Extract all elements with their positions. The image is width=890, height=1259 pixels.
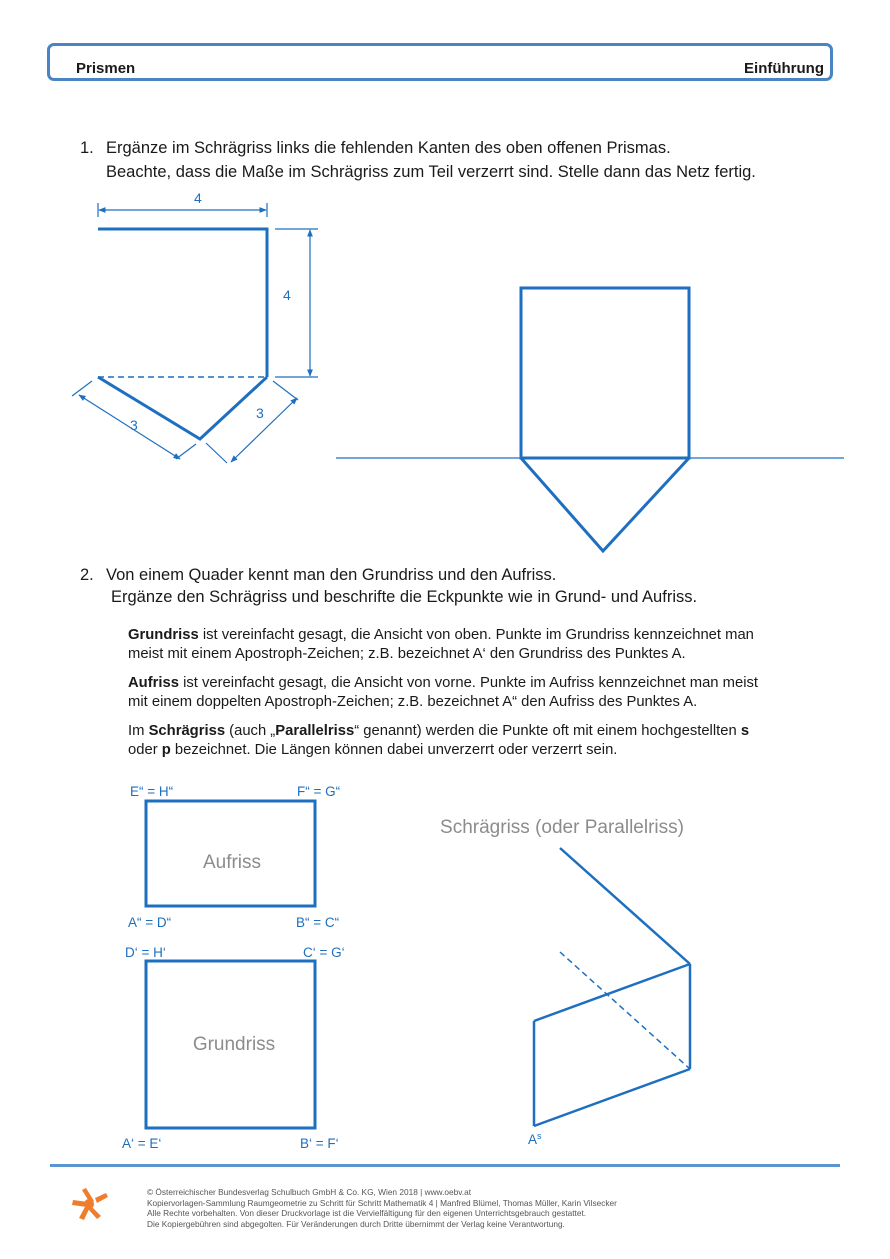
label-b-c: B“ = C“ — [296, 915, 340, 930]
task2-line2: Ergänze den Schrägriss und beschrifte die Eckpunkte wie in Grund- und Aufriss. — [111, 588, 698, 606]
grundriss-view — [122, 945, 345, 1151]
label-a-d: A“ = D“ — [128, 915, 172, 930]
schraegriss-title: Schrägriss (oder Parallelriss) — [440, 817, 684, 838]
publisher-logo — [72, 1188, 108, 1220]
schraegriss-view — [440, 817, 690, 1147]
label-e-h: E“ = H“ — [130, 784, 174, 799]
label-f-g: F“ = G“ — [297, 784, 341, 799]
label-b-f: B‘ = F‘ — [300, 1136, 339, 1151]
grundriss-label: Grundriss — [192, 1034, 276, 1055]
label-a-s: $A^s$ — [528, 1131, 542, 1147]
info-grundriss: Grundriss ist vereinfacht gesagt, die Ansicht von oben. Punkte im Grundriss kennzeichnet man meist mit einem Apostroph-Zeichen; z.B. bezeichnet A‘ den Grundriss des Punktes A. — [128, 627, 754, 662]
footer-text: © Österreichischer Bundesverlag Schulbuch GmbH & Co. KG, Wien 2018 | www.oebv.at Kopiervorlagen-Sammlung Raumgeometrie zu Schritt für Schritt Mathematik 4 | Manfred Blümel, Thomas Müller, Karin Vilsecker Alle Rechte vorbehalten. Von dieser Druckvorlage ist die Vervielfältigung für den eigenen Unterrichtsgebrauch gestattet. Die Kopiergebühren sind abgegolten. Für Veränderungen durch Dritte übernimmt der Verlag keine Verantwortung. — [147, 1187, 617, 1229]
aufriss-view — [128, 784, 340, 930]
info-aufriss: Aufriss ist vereinfacht gesagt, die Ansicht von vorne. Punkte im Aufriss kennzeichnet man meist mit einem doppelten Apostroph-Zeichen; z.B. bezeichnet A“ den Aufriss des Punktes A. — [128, 675, 758, 710]
dim-top: 4 — [194, 190, 202, 206]
task1-line2: Beachte, dass die Maße im Schrägriss zum Teil verzerrt sind. Stelle dann das Netz fertig. — [106, 163, 756, 181]
info-schraegriss: Im Schrägriss (auch „Parallelriss“ genannt) werden die Punkte oft mit einem hochgestellten s oder p bezeichnet. Die Längen können dabei unverzerrt oder verzerrt sein. — [128, 723, 750, 758]
task1-line1: Ergänze im Schrägriss links die fehlenden Kanten des oben offenen Prismas. — [106, 139, 671, 157]
label-a-e: A‘ = E‘ — [122, 1136, 162, 1151]
prism-oblique-sketch — [72, 203, 318, 463]
label-d-h: D‘ = H‘ — [125, 945, 166, 960]
prism-net — [336, 288, 844, 551]
task1-number: 1. — [80, 139, 94, 157]
task2-line1: Von einem Quader kennt man den Grundriss und den Aufriss. — [106, 566, 557, 584]
aufriss-label: Aufriss — [202, 852, 262, 873]
section-title: Einführung — [744, 60, 824, 77]
dim-right-diag: 3 — [256, 405, 264, 421]
dim-right: 4 — [283, 287, 291, 303]
label-c-g: C‘ = G‘ — [303, 945, 345, 960]
task2-number: 2. — [80, 566, 94, 584]
topic-title: Prismen — [76, 60, 136, 77]
dim-left-diag: 3 — [130, 417, 138, 433]
footer-divider — [50, 1164, 840, 1167]
